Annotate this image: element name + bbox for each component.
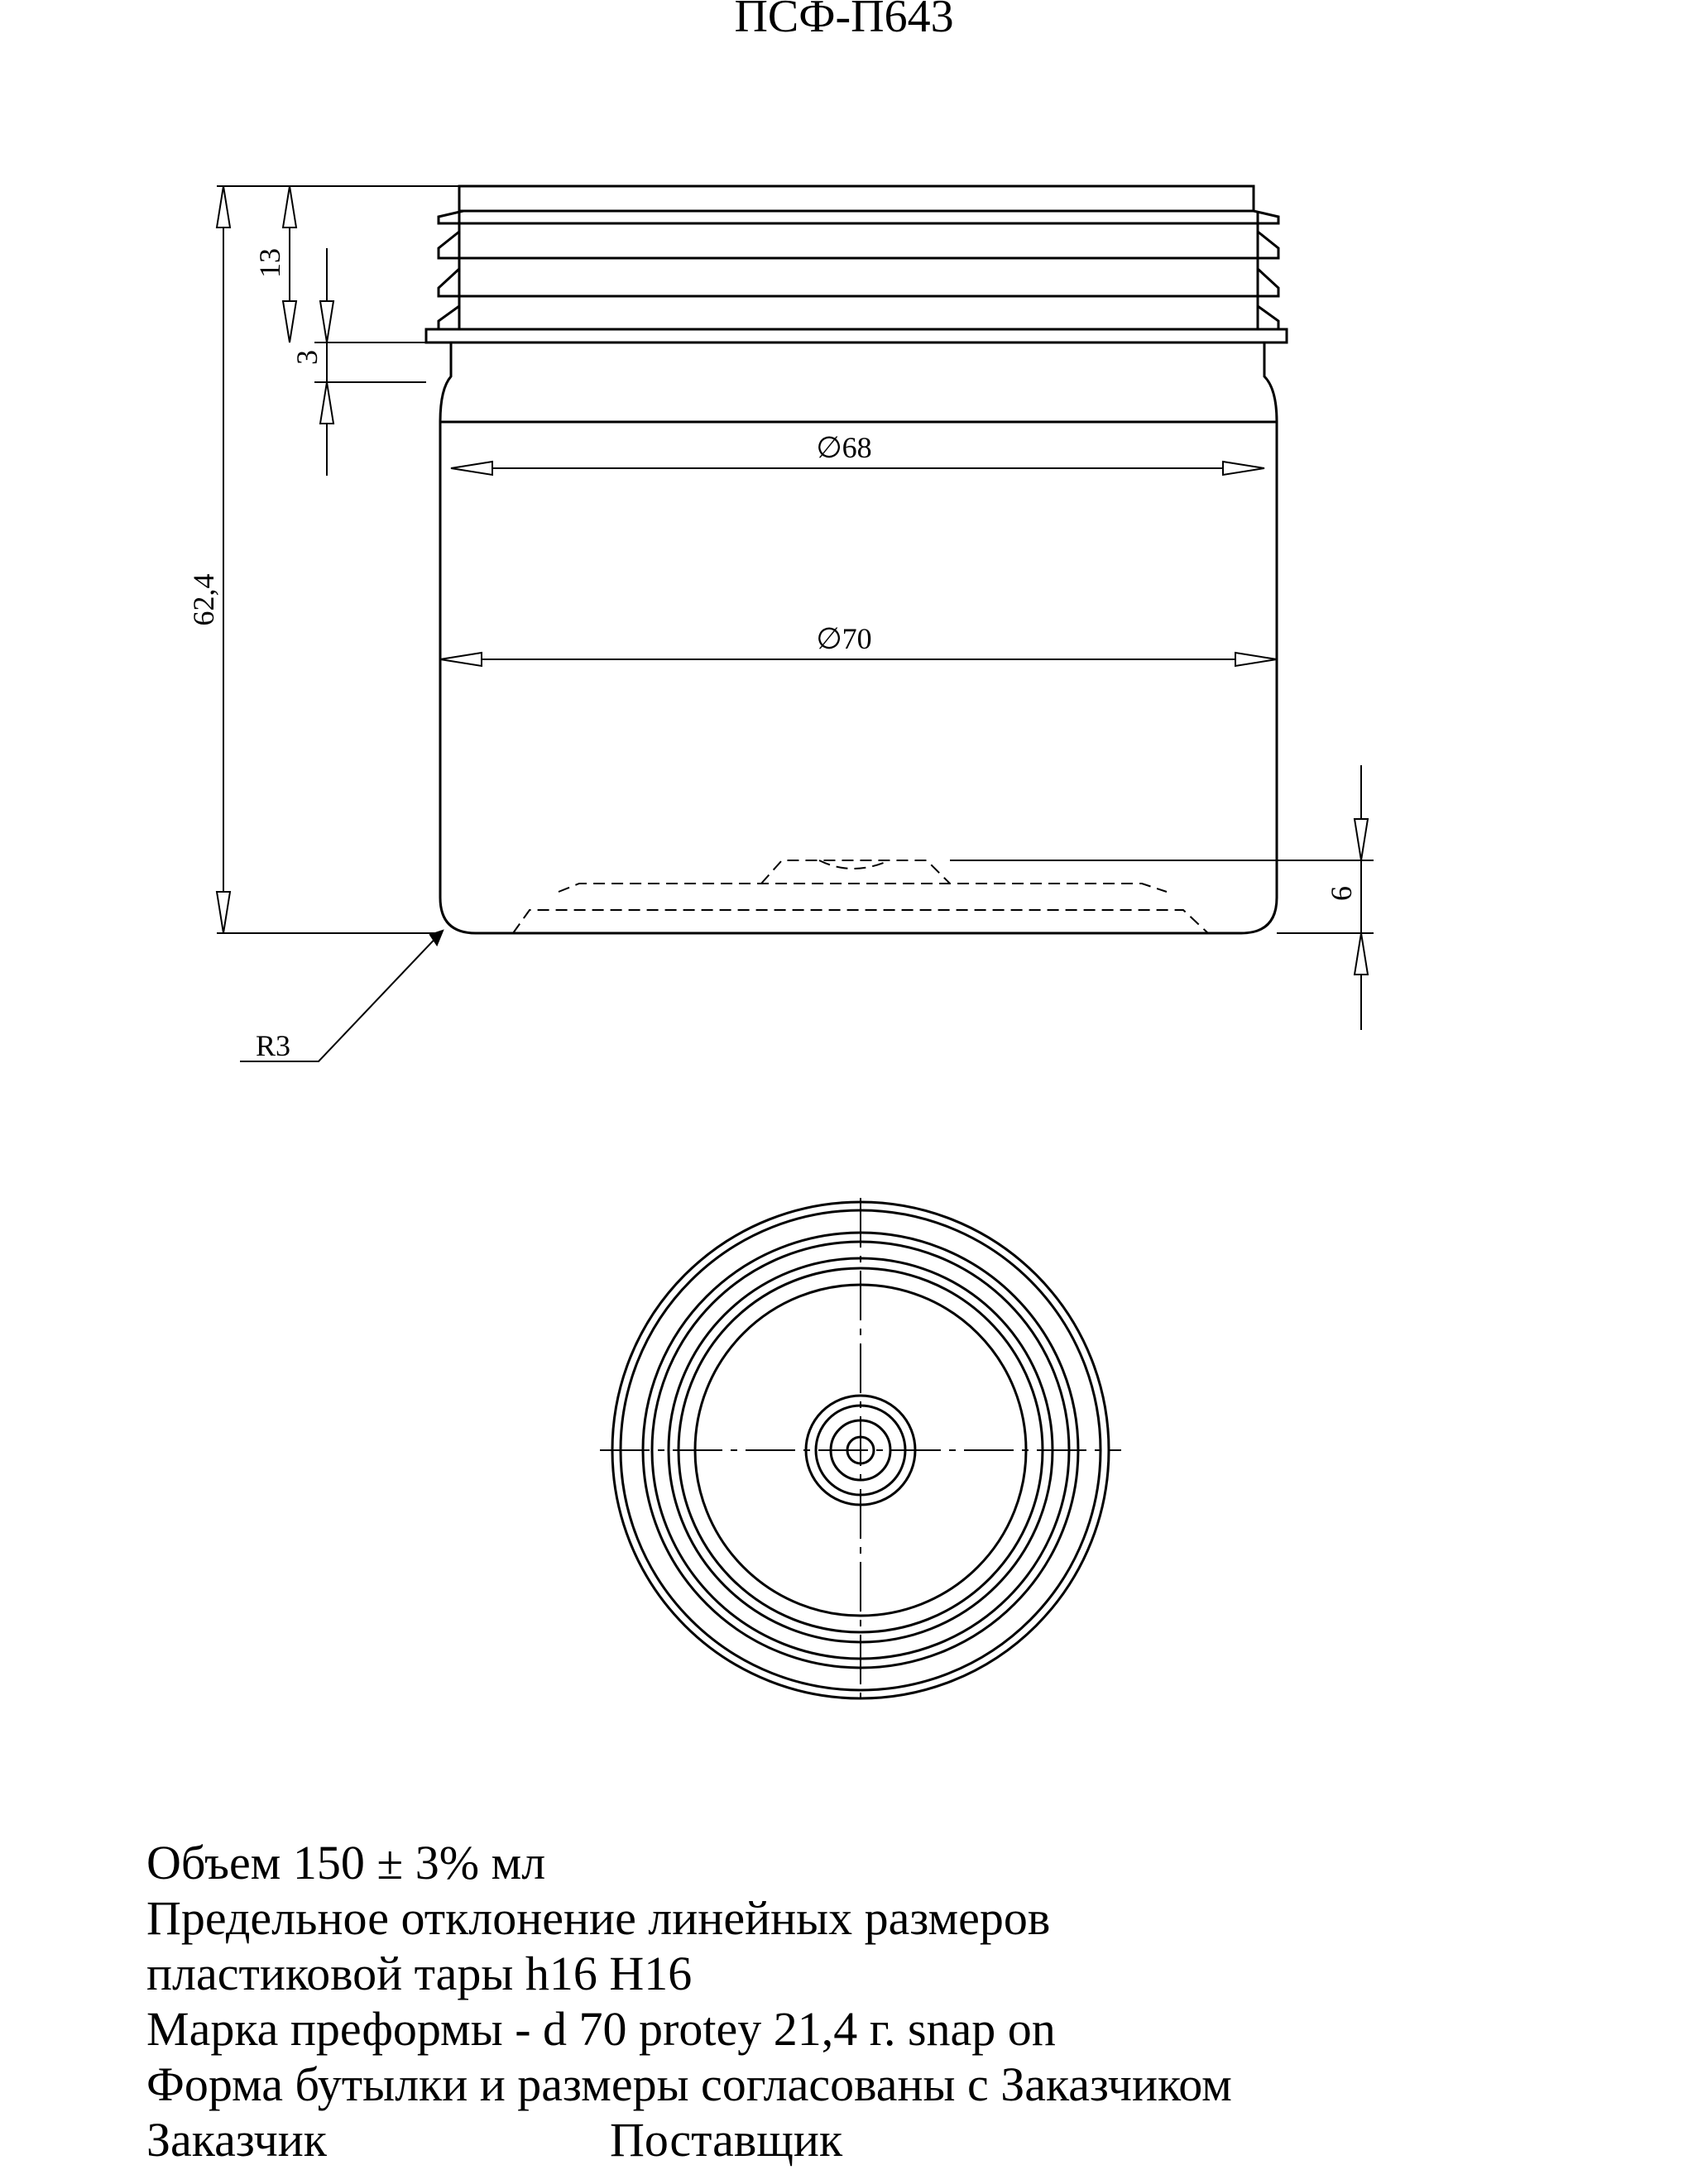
note-agreement: Форма бутылки и размеры согласованы с Заказчиком (146, 2057, 1232, 2111)
dim-neck-height: 13 (253, 248, 286, 278)
note-tolerance-1: Предельное отклонение линейных размеров (146, 1891, 1051, 1945)
dim-diameter-upper: ∅68 (816, 431, 872, 464)
note-volume: Объем 150 ± 3% мл (146, 1836, 546, 1889)
neck-lip (459, 186, 1254, 211)
specification-notes (146, 1835, 1636, 2167)
jar-body (440, 422, 1277, 933)
note-tolerance-2: пластиковой тары h16 H16 (146, 1947, 693, 2000)
center-lines (600, 1198, 1121, 1703)
thread-ridge (439, 269, 1278, 296)
base-recess (513, 860, 1208, 933)
thread-ridge (439, 232, 1278, 258)
customer-label: Заказчик (146, 2113, 327, 2167)
note-preform: Марка преформы - d 70 protey 21,4 г. snap on (146, 2002, 1056, 2056)
thread-ridge (439, 211, 1278, 223)
drawing-title: ПСФ-П643 (734, 0, 954, 42)
dim-base-recess: 6 (1325, 886, 1358, 901)
jar-shoulder (440, 342, 1277, 422)
dim-diameter-body: ∅70 (816, 622, 872, 655)
dimension-lines (217, 186, 1374, 1061)
dim-corner-radius: R3 (255, 1029, 291, 1062)
dim-total-height: 62,4 (187, 573, 220, 626)
thread-ridge (439, 306, 1278, 329)
supplier-label: Поставщик (610, 2113, 843, 2167)
dim-ring-gap: 3 (290, 350, 324, 365)
jar-front-view (426, 186, 1287, 933)
signature-row (146, 2112, 1636, 2167)
support-ring (426, 329, 1287, 342)
